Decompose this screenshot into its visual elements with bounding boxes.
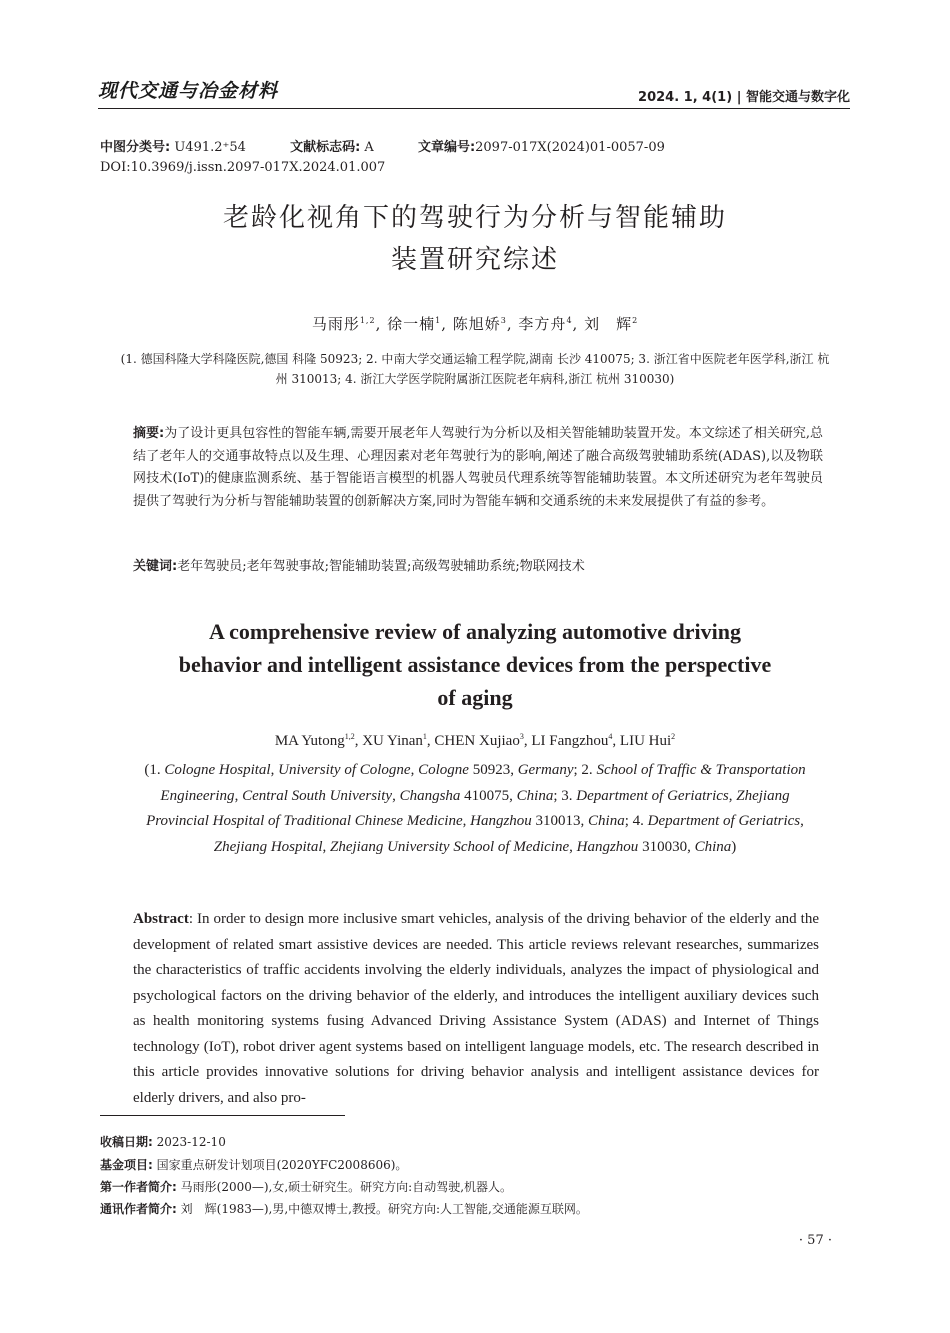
affiliation-segment: Department of Geriatrics [647,813,801,829]
author-name: 李方舟 [518,315,567,333]
first-author-value: 马雨彤(2000—),女,硕士研究生。研究方向:自动驾驶,机器人。 [180,1180,513,1194]
title-en-line3: of aging [437,685,513,710]
classification-line [100,136,665,155]
page-number: · 57 · [798,1233,832,1248]
affiliation-segment: , [569,838,577,855]
affiliation-segment: ; 4. [624,813,648,829]
author-separator: , [612,733,620,749]
affiliation-segment: ; 3. [553,787,577,804]
affiliation-segment: Zhejiang Hospital [213,838,323,855]
footnote-fund [100,1156,407,1173]
fund-label: 基金项目: [100,1158,153,1172]
title-en-line1: A comprehensive review of analyzing automotive driving [208,619,742,644]
keywords-cn [133,556,823,579]
abstract-cn-text: 为了设计更具包容性的智能车辆,需要开展老年人驾驶行为分析以及相关智能辅助装置开发。本文综述了相关研究,总结了老年人的交通事故特点以及生理、心理因素对老年驾驶行为的影响,阐述了融合高级驾驶辅助系统(ADAS),以及物联网技术(IoT)的健康监测系统、基于智能语言模型的机器人驾驶员代理系统等智能辅助装置。本文所述研究为老年驾驶员提供了驾驶行为分析与智能辅助装置的创新解决方案,同时为智能车辆和交通系统的未来发展提供了有益的参考。 [133,426,823,509]
affiliation-segment: Cologne Hospital [164,762,271,778]
author-affiliation-mark: 1,2 [344,732,355,741]
header-separator: | [736,90,742,105]
affiliation-segment: Hangzhou [470,813,532,829]
abstract-en-text: In order to design more inclusive smart vehicles, analysis of the driving behavior of the elderly and the development of related smart assistive devices are needed. This article reviews relevant researches, summarizes the characteristics of traffic accidents involving the elderly individuals, analyzes the impact of physiological and psychological factors on the driving behavior of the elderly, and introduces the intelligent auxiliary devices such as health monitoring systems fusing Advanced Driving Assistance System (ADAS) and Internet of Things technology (IoT), robot driver agent systems based on intelligent language models, etc. The research described in this article provides innovative solutions for driving behavior analysis and intelligent assistance devices for elderly drivers, and also pro- [133,911,820,1106]
author-name: 陈旭娇 [452,315,501,333]
author-separator: , [354,733,363,749]
affiliation-segment: Hangzhou [576,838,639,855]
affiliation-segment: Cologne [418,762,469,778]
author-affiliation-mark: 1 [435,316,442,325]
author-name: LIU Hui [619,733,672,749]
affiliation-segment: , [322,838,331,855]
author-name: CHEN Xujiao [434,733,520,749]
affiliation-segment: China [516,787,554,804]
corresponding-label: 通讯作者简介: [100,1202,177,1216]
author-separator: , [426,733,435,749]
affiliation-segment: ; 2. [573,762,597,778]
author-affiliation-mark: 1 [422,732,427,741]
affiliation-segment: 310013, [531,813,589,829]
affiliation-segment: China [694,838,732,855]
author-affiliation-mark: 4 [566,316,573,325]
author-affiliation-mark: 3 [519,732,524,741]
affiliation-segment: , [410,762,419,778]
affiliation-segment: 50923, [468,762,518,778]
author-name: LI Fangzhou [531,733,609,749]
affiliation-segment: , [728,787,737,804]
abstract-cn [133,423,823,513]
clc-label: 中图分类号: [100,140,171,155]
affiliation-segment: Germany [517,762,574,778]
abstract-en [133,907,819,1111]
title-en [0,615,950,714]
clc-value: U491.2⁺54 [174,140,246,155]
footnote-rule [100,1115,345,1116]
affiliation-segment: School of Traffic & Transportation Engineering [160,762,806,804]
affiliations-en [130,758,820,860]
author-separator: , [523,733,532,749]
affiliation-segment: ) [731,838,737,855]
title-cn-line1: 老龄化视角下的驾驶行为分析与智能辅助 [222,203,727,233]
section-name: 智能交通与数字化 [745,90,850,105]
footnote-received [100,1133,226,1150]
received-value: 2023-12-10 [156,1135,226,1149]
doi: DOI:10.3969/j.issn.2097-017X.2024.01.007 [100,160,386,175]
author-affiliation-mark: 2 [671,732,676,741]
affiliation-segment: 310030, [638,838,695,855]
affiliation-segment: 410075, [460,787,517,804]
doc-code-label: 文献标志码: [290,140,361,155]
author-separator: , [506,315,519,333]
author-affiliation-mark: 3 [500,316,507,325]
affiliations-cn: (1. 德国科隆大学科隆医院,德国 科隆 50923; 2. 中南大学交通运输工程学院,湖南 长沙 410075; 3. 浙江省中医院老年医学科,浙江 杭州 310013; 4. 浙江大学医学院附属浙江医院老年病科,浙江 杭州 310030) [120,352,830,386]
affiliation-segment: , [270,762,279,778]
doc-code-value: A [364,140,374,155]
received-label: 收稿日期: [100,1135,153,1149]
running-header [638,86,850,105]
author-name: XU Yinan [362,733,423,749]
footnote-corresponding [100,1200,588,1217]
title-en-line2: behavior and intelligent assistance devices from the perspective [178,652,772,677]
abstract-en-colon: : [188,911,198,927]
affiliation-segment: , [234,787,243,804]
affiliation-segment: Zhejiang University School of Medicine [330,838,570,855]
keywords-cn-label: 关键词: [133,559,178,574]
author-affiliation-mark: 1,2 [359,316,376,325]
author-name: 徐一楠 [387,315,436,333]
authors-cn [0,313,950,334]
title-cn-line2: 装置研究综述 [390,245,559,275]
affiliation-segment: , [462,813,471,829]
affiliation-segment: (1. [144,762,165,778]
affiliation-segment: Department of Geriatrics [576,787,729,804]
author-name: 刘 辉 [584,315,633,333]
keywords-cn-text: 老年驾驶员;老年驾驶事故;智能辅助装置;高级驾驶辅助系统;物联网技术 [177,559,585,574]
corresponding-value: 刘 辉(1983—),男,中德双博士,教授。研究方向:人工智能,交通能源互联网。 [180,1202,588,1216]
author-affiliation-mark: 2 [632,316,639,325]
affiliation-segment: China [588,813,625,829]
author-name: MA Yutong [274,733,345,749]
affiliation-segment: Changsha [399,787,461,804]
abstract-en-label: Abstract [133,911,189,927]
author-name: 马雨彤 [311,315,360,333]
affiliation-segment: Central South University [242,787,393,804]
footnote-first-author [100,1178,512,1195]
authors-en [0,733,950,750]
affiliation-segment: University of Cologne [278,762,411,778]
affiliation-segment: , [800,813,804,829]
author-affiliation-mark: 4 [608,732,613,741]
journal-logo: 现代交通与冶金材料 [98,80,279,102]
article-no-value: 2097-017X(2024)01-0057-09 [475,140,665,155]
header-rule [98,108,850,109]
fund-value: 国家重点研发计划项目(2020YFC2008606)。 [156,1158,408,1172]
article-no-label: 文章编号: [417,140,476,155]
affiliation-segment: , [392,787,400,804]
issue-info: 2024. 1, 4(1) [638,90,733,105]
author-separator: , [375,315,388,333]
author-separator: , [572,315,585,333]
author-separator: , [441,315,453,333]
abstract-cn-label: 摘要: [133,426,165,441]
affiliation-segment: Zhejiang Provincial Hospital of Traditional Chinese Medicine [146,787,790,829]
first-author-label: 第一作者简介: [100,1180,177,1194]
